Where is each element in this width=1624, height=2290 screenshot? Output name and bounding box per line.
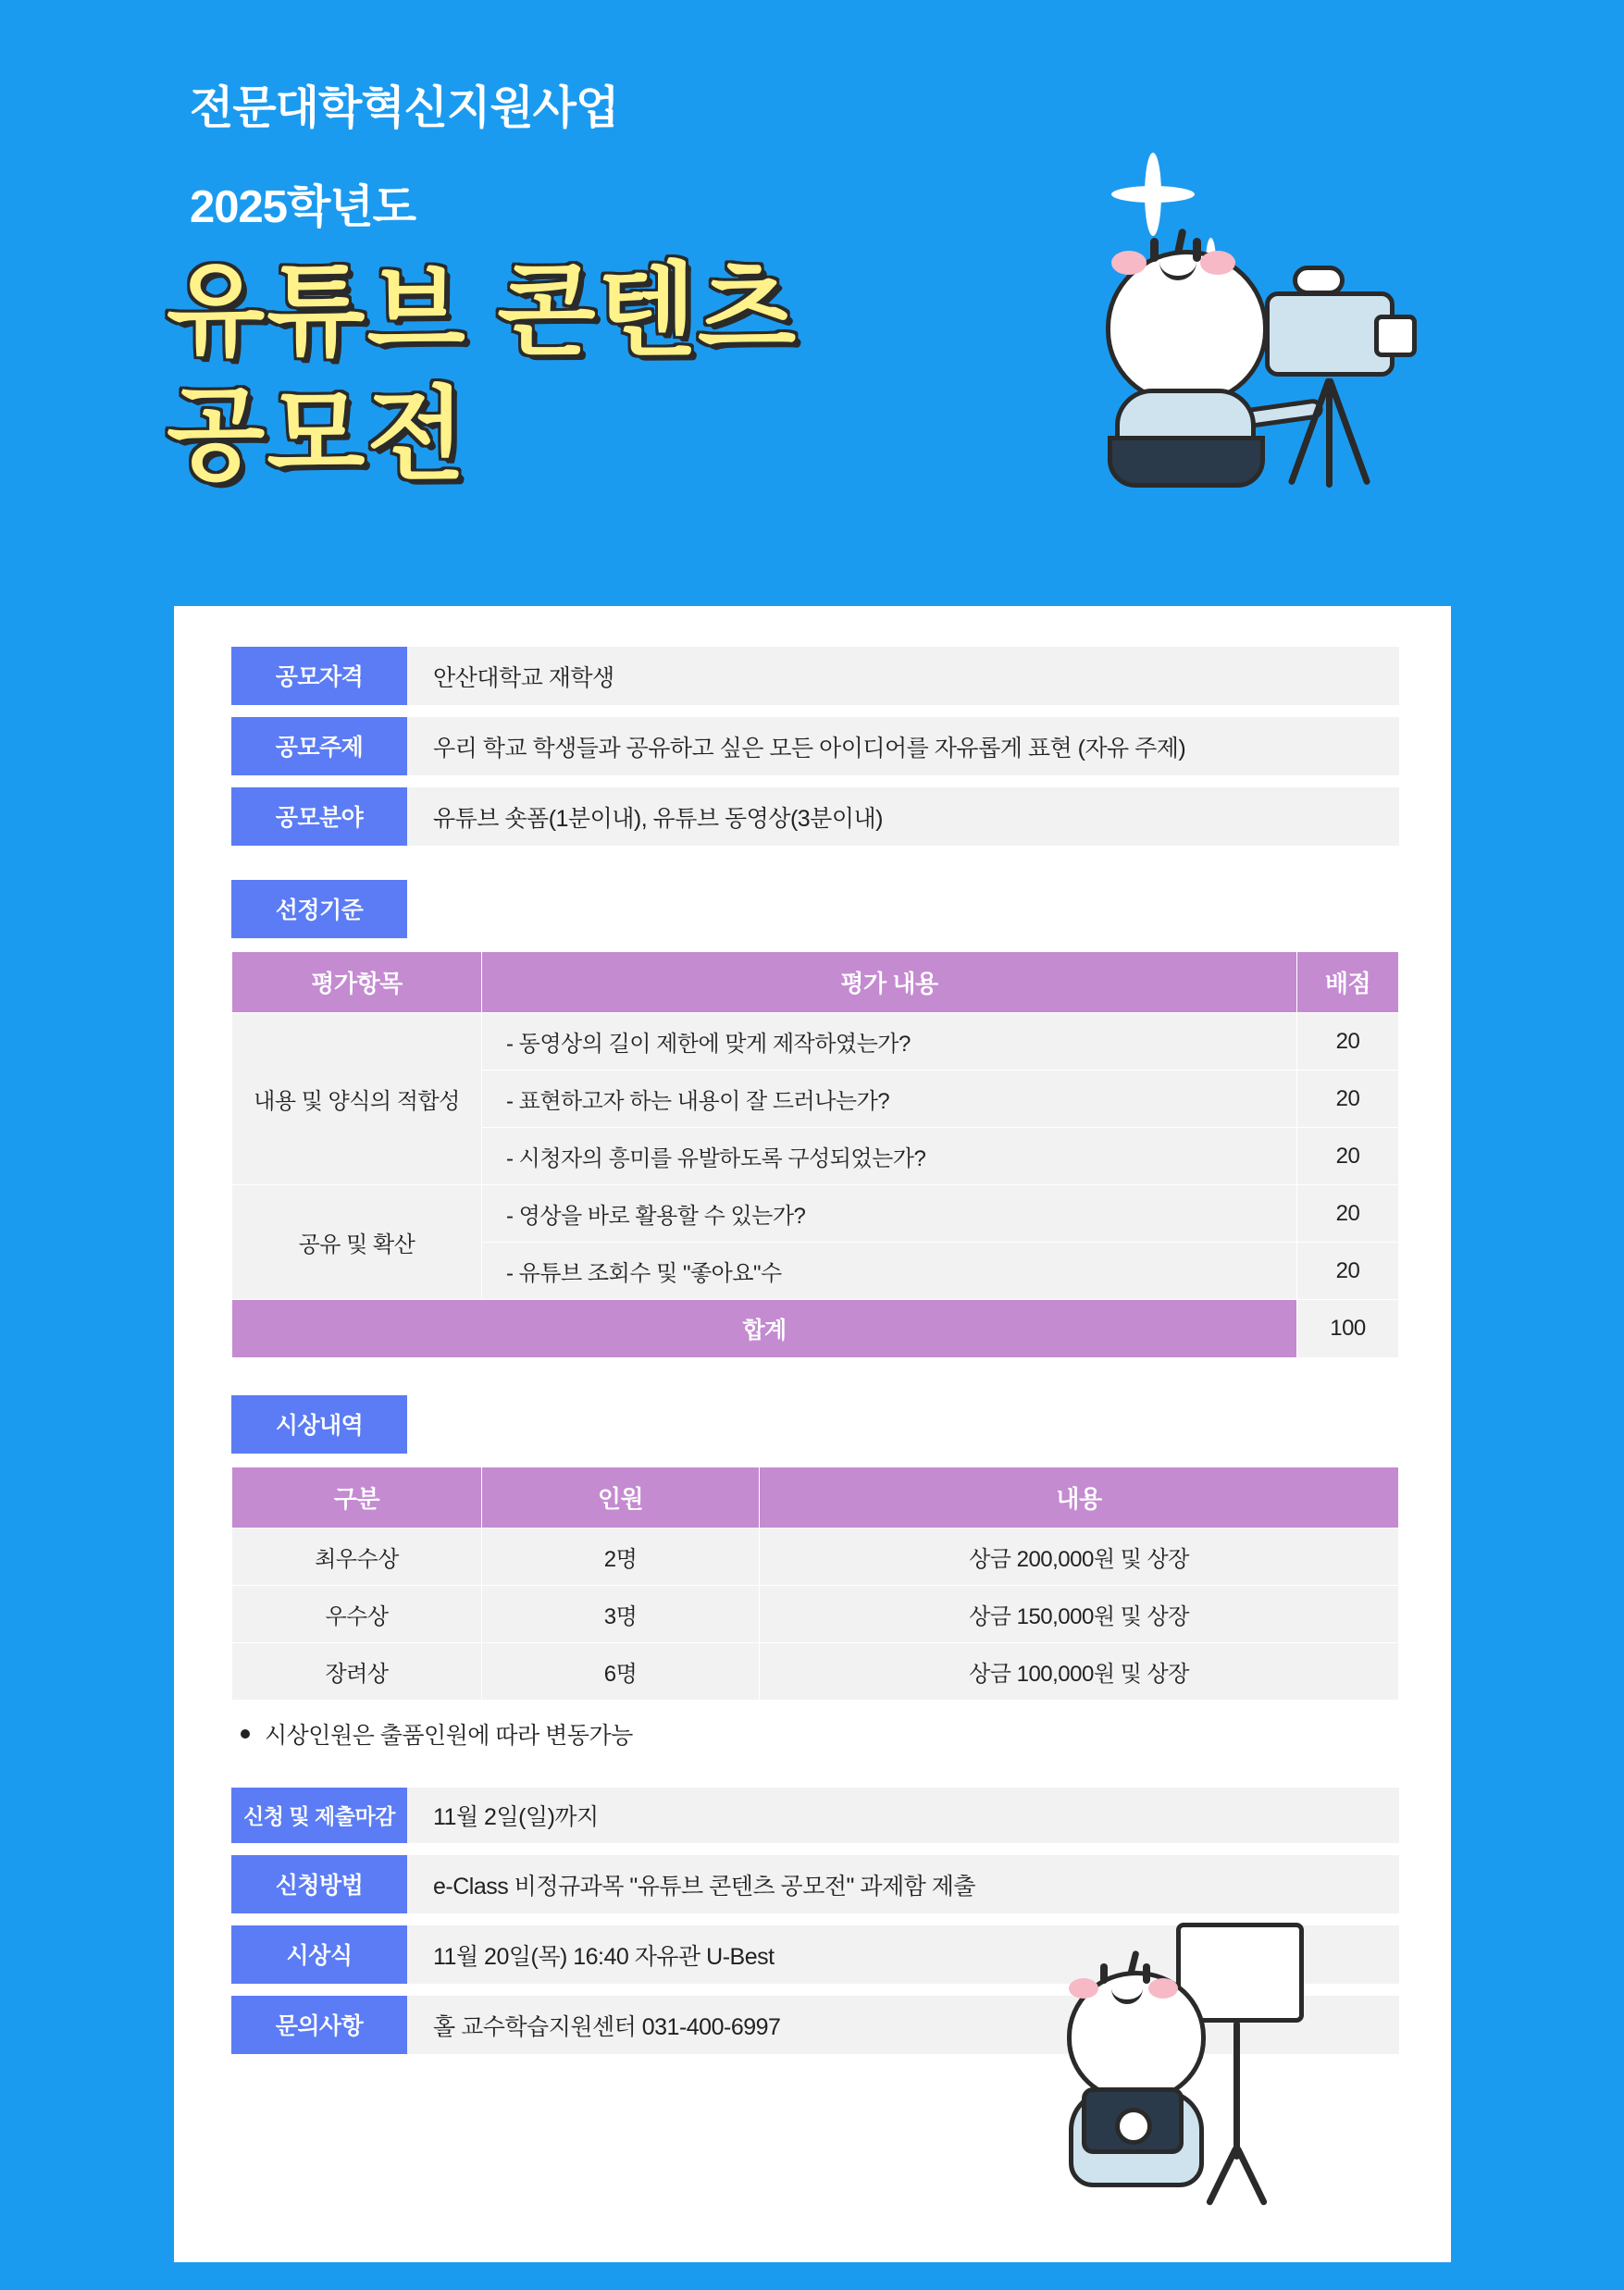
- award-detail: 상금 100,000원 및 상장: [760, 1643, 1399, 1701]
- criteria-table: [231, 951, 1399, 1358]
- criteria-content: - 영상을 바로 활용할 수 있는가?: [482, 1185, 1297, 1243]
- section-awards: [231, 1395, 1451, 1454]
- mascot-eye-left: [1150, 238, 1159, 262]
- awards-table-header-row: [232, 1467, 1399, 1529]
- criteria-content: - 동영상의 길이 제한에 맞게 제작하였는가?: [482, 1013, 1297, 1071]
- section-criteria: [231, 880, 1451, 938]
- camera-lens: [1374, 315, 1417, 357]
- mascot-pants: [1108, 436, 1265, 488]
- criteria-col-content: 평가 내용: [482, 952, 1297, 1013]
- criteria-col-item: 평가항목: [232, 952, 482, 1013]
- award-detail: 상금 200,000원 및 상장: [760, 1529, 1399, 1586]
- criteria-content: - 유튜브 조회수 및 "좋아요"수: [482, 1243, 1297, 1300]
- light-leg-left: [1206, 2145, 1240, 2206]
- poster-year: 2025학년도: [190, 182, 416, 232]
- value-deadline: 11월 2일(일)까지: [407, 1788, 1399, 1843]
- content-card: [174, 606, 1451, 2262]
- poster-header: [0, 0, 1624, 611]
- poster-title-line1: 유튜브 콘텐츠: [167, 254, 799, 368]
- table-row: [232, 1586, 1399, 1643]
- mascot-with-camera-illustration: [1097, 162, 1430, 523]
- label-category: 공모분야: [231, 787, 407, 846]
- info-row-eligibility: [231, 647, 1399, 705]
- value-ceremony: 11월 20일(목) 16:40 자유관 U-Best: [407, 1925, 1399, 1984]
- tripod-leg-right: [1326, 378, 1370, 486]
- label-ceremony: 시상식: [231, 1925, 407, 1984]
- mascot-with-light-illustration: [1058, 1906, 1326, 2211]
- criteria-group-1-name: 내용 및 양식의 적합성: [232, 1013, 482, 1185]
- light-stand: [1233, 2021, 1240, 2160]
- label-deadline: 신청 및 제출마감: [231, 1788, 407, 1843]
- label-contact: 문의사항: [231, 1996, 407, 2054]
- criteria-content: - 시청자의 흥미를 유발하도록 구성되었는가?: [482, 1128, 1297, 1185]
- label-awards: 시상내역: [231, 1395, 407, 1454]
- mascot-cheek-right: [1200, 251, 1235, 275]
- tripod-icon: [1282, 373, 1402, 491]
- value-method: e-Class 비정규과목 "유튜브 콘텐츠 공모전" 과제함 제출: [407, 1855, 1399, 1913]
- light-leg-right: [1233, 2145, 1268, 2206]
- mascot-bottom-eye-right: [1143, 1963, 1150, 1984]
- info-row-topic: [231, 717, 1399, 775]
- award-grade: 장려상: [232, 1643, 482, 1701]
- value-eligibility: 안산대학교 재학생: [407, 647, 1399, 705]
- label-topic: 공모주제: [231, 717, 407, 775]
- criteria-score: 20: [1297, 1071, 1399, 1128]
- criteria-col-score: 배점: [1297, 952, 1399, 1013]
- awards-note-text: 시상인원은 출품인원에 따라 변동가능: [265, 1723, 633, 1749]
- awards-table: [231, 1467, 1399, 1701]
- criteria-score: 20: [1297, 1243, 1399, 1300]
- awards-col-grade: 구분: [232, 1467, 482, 1529]
- awards-col-count: 인원: [482, 1467, 760, 1529]
- criteria-total-label: 합계: [232, 1300, 1297, 1358]
- mascot-bottom-cheek-right: [1148, 1978, 1178, 1999]
- award-count: 3명: [482, 1586, 760, 1643]
- info-row-deadline: [231, 1788, 1399, 1843]
- criteria-content: - 표현하고자 하는 내용이 잘 드러나는가?: [482, 1071, 1297, 1128]
- mascot-eye-right: [1193, 238, 1201, 262]
- criteria-table-header-row: [232, 952, 1399, 1013]
- award-detail: 상금 150,000원 및 상장: [760, 1586, 1399, 1643]
- value-category: 유튜브 숏폼(1분이내), 유튜브 동영상(3분이내): [407, 787, 1399, 846]
- value-contact: 홀 교수학습지원센터 031-400-6997: [407, 1996, 1399, 2054]
- criteria-score: 20: [1297, 1185, 1399, 1243]
- awards-note: [241, 1717, 1451, 1751]
- poster-kicker: 전문대학혁신지원사업: [190, 83, 619, 133]
- award-count: 6명: [482, 1643, 760, 1701]
- award-grade: 우수상: [232, 1586, 482, 1643]
- poster-title: [167, 250, 798, 498]
- table-row: [232, 1643, 1399, 1701]
- label-method: 신청방법: [231, 1855, 407, 1913]
- photo-camera-lens: [1115, 2108, 1152, 2145]
- bullet-icon: [241, 1729, 250, 1739]
- table-row: [232, 1013, 1399, 1071]
- mascot-bottom-cheek-left: [1069, 1978, 1098, 1999]
- mascot-cheek-left: [1111, 251, 1147, 275]
- award-grade: 최우수상: [232, 1529, 482, 1586]
- table-row: [232, 1185, 1399, 1243]
- criteria-total-row: [232, 1300, 1399, 1358]
- criteria-score: 20: [1297, 1013, 1399, 1071]
- sparkle-large-icon: [1145, 153, 1161, 236]
- camera-top-reel: [1293, 266, 1345, 295]
- award-count: 2명: [482, 1529, 760, 1586]
- table-row: [232, 1529, 1399, 1586]
- label-eligibility: 공모자격: [231, 647, 407, 705]
- info-row-category: [231, 787, 1399, 846]
- criteria-group-2-name: 공유 및 확산: [232, 1185, 482, 1300]
- mascot-bottom-eye-left: [1100, 1963, 1108, 1984]
- info-row-method: [231, 1855, 1399, 1913]
- label-criteria: 선정기준: [231, 880, 407, 938]
- poster-title-line2: 공모전: [167, 378, 467, 493]
- awards-col-detail: 내용: [760, 1467, 1399, 1529]
- criteria-score: 20: [1297, 1128, 1399, 1185]
- criteria-total-score: 100: [1297, 1300, 1399, 1358]
- value-topic: 우리 학교 학생들과 공유하고 싶은 모든 아이디어를 자유롭게 표현 (자유 주제): [407, 717, 1399, 775]
